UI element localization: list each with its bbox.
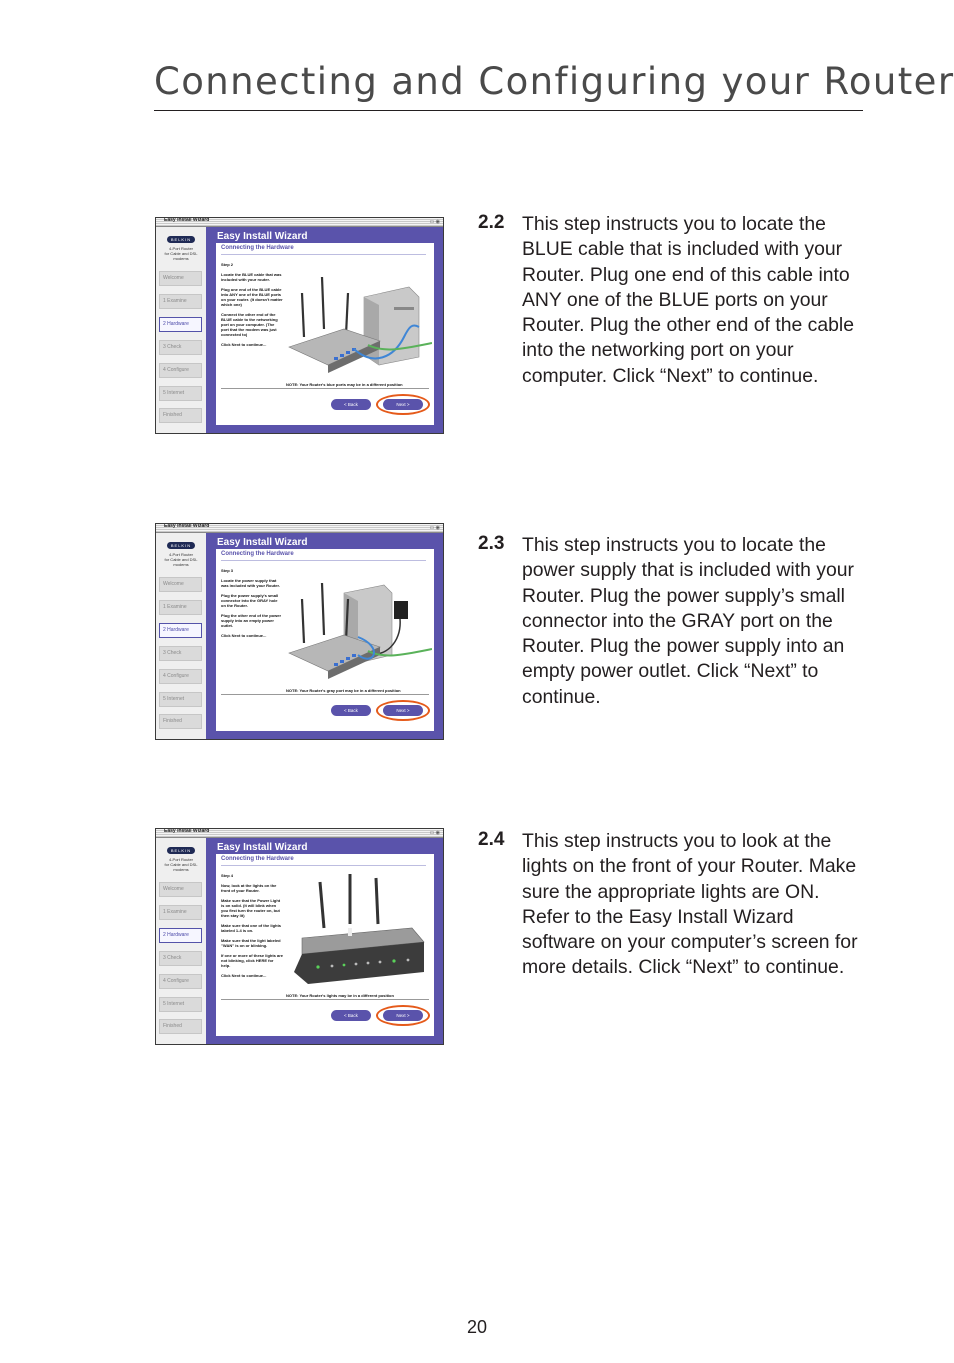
sidebar-item-examine[interactable]: 1 Examine [159, 600, 202, 615]
step-number: 2.4 [478, 829, 505, 850]
next-button[interactable]: Next > [383, 399, 423, 410]
window-titlebar [156, 524, 443, 533]
wizard-main [206, 227, 443, 433]
page-number: 20 [466, 1317, 488, 1337]
sidebar-item-examine[interactable]: 1 Examine [159, 294, 202, 309]
belkin-logo: BELKIN [167, 847, 195, 854]
sidebar-item-hardware[interactable]: 2 Hardware [159, 317, 202, 332]
divider [221, 254, 426, 255]
back-button[interactable]: < Back [331, 1010, 371, 1021]
wizard-screenshot [155, 217, 444, 434]
window-controls-icon: ▭ ◉ [429, 219, 440, 225]
step-text: This step instructs you to locate the BLUE cable that is included with your Router. Plug one end of this cable into ANY one of the BLUE ports on your Router. Plug the other end of the cable into the networking port on your computer. Click “Next” to continue. [522, 213, 855, 387]
wizard-main [206, 838, 443, 1044]
sidebar-item-configure[interactable]: 4 Configure [159, 363, 202, 378]
wizard-panel [216, 243, 434, 425]
sidebar-item-welcome[interactable]: Welcome [159, 882, 202, 897]
highlight-circle [376, 700, 430, 721]
wizard-note: NOTE: Your Router's gray port may be in a different position [286, 688, 401, 693]
wizard-screenshot [155, 828, 444, 1045]
sidebar-item-check[interactable]: 3 Check [159, 646, 202, 661]
sidebar-item-internet[interactable]: 5 Internet [159, 997, 202, 1012]
sidebar-item-internet[interactable]: 5 Internet [159, 692, 202, 707]
sidebar-item-check[interactable]: 3 Check [159, 340, 202, 355]
divider [221, 694, 429, 695]
wizard-subheading: Connecting the Hardware [221, 551, 294, 557]
wizard-main [206, 533, 443, 739]
sidebar-item-finished[interactable]: Finished [159, 1019, 202, 1034]
sidebar-item-hardware[interactable]: 2 Hardware [159, 623, 202, 638]
belkin-logo: BELKIN [167, 236, 195, 243]
window-title: Easy Install Wizard [164, 828, 210, 834]
wizard-subheading: Connecting the Hardware [221, 245, 294, 251]
back-button[interactable]: < Back [331, 705, 371, 716]
wizard-panel [216, 549, 434, 731]
sidebar-item-configure[interactable]: 4 Configure [159, 974, 202, 989]
wizard-heading: Easy Install Wizard [217, 537, 308, 548]
wizard-instructions: Step 2 Locate the BLUE cable that was included with your router. Plug one end of the BLUE cable into ANY one of the BLUE ports on your router. (It doesn't matter which one) Connect the other end of the BLUE cable to the networking port on your computer. (The port that the modem was just connected to) Click Next to continue... [221, 262, 283, 347]
router-lights-illustration [284, 868, 432, 990]
wizard-sidebar [156, 533, 206, 739]
router-power-illustration [284, 563, 432, 685]
wizard-instructions: Step 3 Locate the power supply that was included with your Router. Plug the power supply's small connector into the GRAY hole on the Router. Plug the other end of the power supply into an empty power outlet. Click Next to continue... [221, 568, 281, 638]
wizard-heading: Easy Install Wizard [217, 231, 308, 242]
step-number: 2.2 [478, 212, 505, 233]
window-title: Easy Install Wizard [164, 217, 210, 223]
divider [221, 388, 429, 389]
product-name: 4-Port Router for Cable and DSL modems [164, 552, 198, 567]
wizard-heading: Easy Install Wizard [217, 842, 308, 853]
sidebar-item-welcome[interactable]: Welcome [159, 271, 202, 286]
wizard-note: NOTE: Your Router's lights may be in a different position [286, 993, 394, 998]
next-button[interactable]: Next > [383, 705, 423, 716]
divider [221, 865, 426, 866]
product-name: 4-Port Router for Cable and DSL modems [164, 857, 198, 872]
sidebar-item-finished[interactable]: Finished [159, 408, 202, 423]
wizard-sidebar [156, 227, 206, 433]
step-text: This step instructs you to look at the lights on the front of your Router. Make sure the appropriate lights are ON. Refer to the Easy Install Wizard software on your computer’s screen for more details. Click “Next” to continue. [522, 830, 858, 979]
window-controls-icon: ▭ ◉ [429, 525, 440, 531]
title-rule [154, 110, 863, 111]
wizard-subheading: Connecting the Hardware [221, 856, 294, 862]
sidebar-item-configure[interactable]: 4 Configure [159, 669, 202, 684]
wizard-sidebar [156, 838, 206, 1044]
divider [221, 999, 429, 1000]
sidebar-item-check[interactable]: 3 Check [159, 951, 202, 966]
sidebar-item-hardware[interactable]: 2 Hardware [159, 928, 202, 943]
wizard-note: NOTE: Your Router's blue ports may be in a different position [286, 382, 403, 387]
router-cable-illustration [284, 257, 432, 379]
window-controls-icon: ▭ ◉ [429, 830, 440, 836]
divider [221, 560, 426, 561]
step-text: This step instructs you to locate the power supply that is included with your Router. Plug the power supply’s small connector into the GRAY port on the Router. Plug the power supply into an empty power outlet. Click “Next” to continue. [522, 534, 854, 708]
belkin-logo: BELKIN [167, 542, 195, 549]
window-title: Easy Install Wizard [164, 523, 210, 529]
sidebar-item-finished[interactable]: Finished [159, 714, 202, 729]
step-number: 2.3 [478, 533, 505, 554]
product-name: 4-Port Router for Cable and DSL modems [164, 246, 198, 261]
highlight-circle [376, 394, 430, 415]
sidebar-item-examine[interactable]: 1 Examine [159, 905, 202, 920]
window-titlebar [156, 829, 443, 838]
next-button[interactable]: Next > [383, 1010, 423, 1021]
back-button[interactable]: < Back [331, 399, 371, 410]
window-titlebar [156, 218, 443, 227]
page-title: Connecting and Configuring your Router [154, 60, 954, 103]
wizard-screenshot [155, 523, 444, 740]
sidebar-item-welcome[interactable]: Welcome [159, 577, 202, 592]
wizard-instructions: Step 4 Now, look at the lights on the front of your Router. Make sure that the Power Light is on solid. (It will blink when you first turn the router on, but then stay lit) Make sure that one of the lights labeled 1-4 is on. Make sure that the light labeled "WAN" is on or blinking. If one or more of these lights are not blinking, click HERE for help. Click Next to continue... [221, 873, 284, 978]
sidebar-item-internet[interactable]: 5 Internet [159, 386, 202, 401]
wizard-panel [216, 854, 434, 1036]
highlight-circle [376, 1005, 430, 1026]
